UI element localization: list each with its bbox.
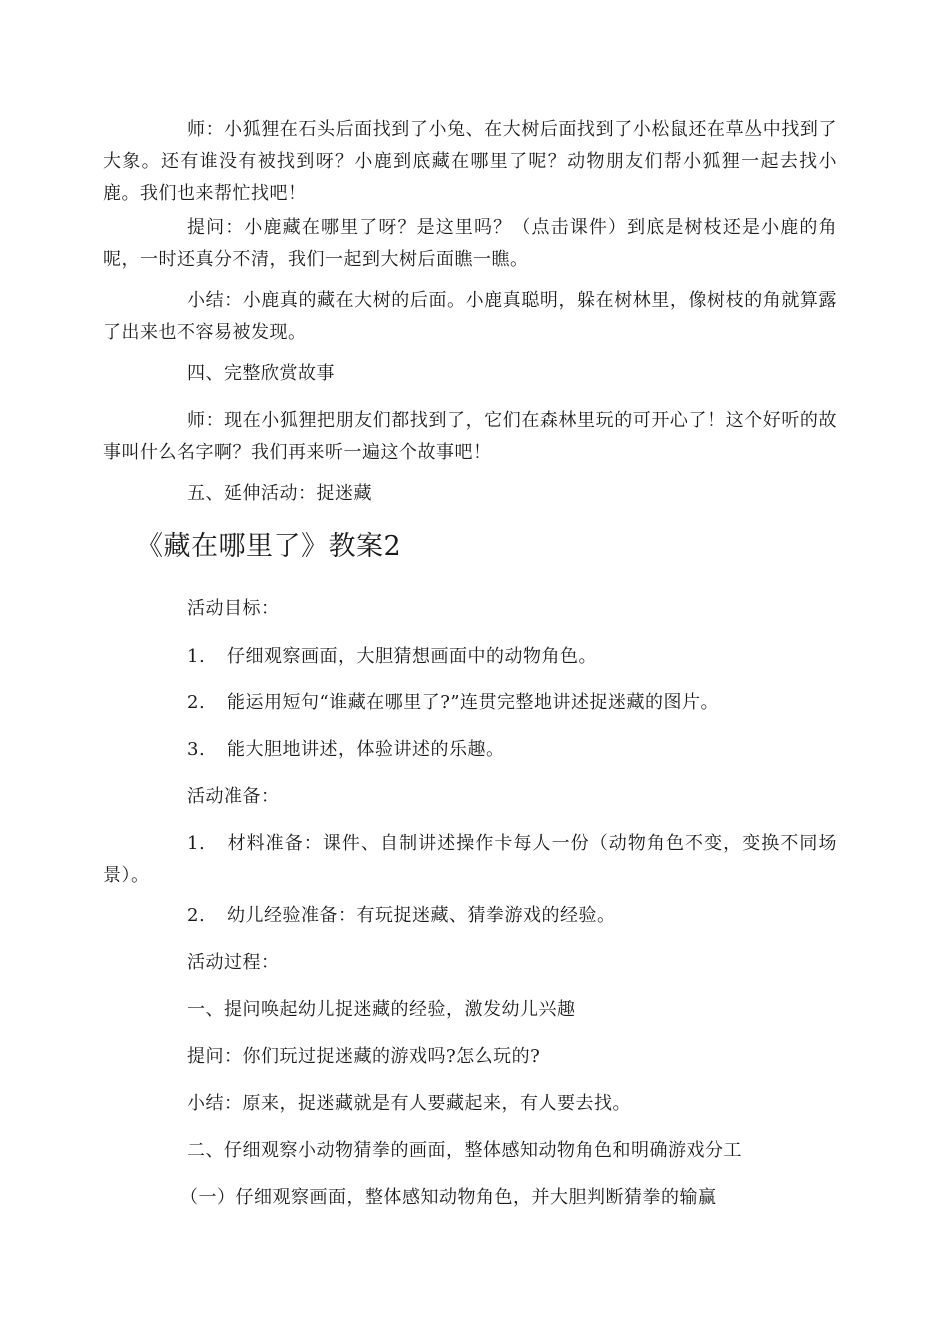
goal-item [187,641,837,673]
prep-item-text: 材料准备：课件、自制讲述操作卡每人一份（动物角色不变，变换不同场景）。 [103,833,837,886]
paragraph-teacher-intro: 师：小狐狸在石头后面找到了小兔、在大树后面找到了小松鼠还在草丛中找到了大象。还有谁没有被找到呀？小鹿到底藏在哪里了呢？动物朋友们帮小狐狸一起去找小鹿。我们也来帮忙找吧！ [103,119,837,204]
goal-item-number: 3. [187,739,206,760]
process-step-one: 一、提问唤起幼儿捉迷藏的经验，激发幼儿兴趣 [187,999,576,1020]
process-substep: （一）仔细观察画面，整体感知动物角色，并大胆判断猜拳的输赢 [180,1187,717,1208]
goal-item-number: 2. [187,692,206,713]
goal-item-text: 仔细观察画面，大胆猜想画面中的动物角色。 [227,646,597,667]
process-question: 提问：你们玩过捉迷藏的游戏吗?怎么玩的? [187,1046,541,1067]
process-summary: 小结：原来，捉迷藏就是有人要藏起来，有人要去找。 [187,1093,631,1114]
prep-item-text: 幼儿经验准备：有玩捉迷藏、猜拳游戏的经验。 [227,905,616,926]
goal-item-number: 1. [187,646,206,667]
process-step-two: 二、仔细观察小动物猜拳的画面，整体感知动物角色和明确游戏分工 [187,1140,742,1161]
prep-item-number: 2. [187,905,206,926]
goals-heading: 活动目标： [187,598,280,619]
paragraph-question-deer: 提问：小鹿藏在哪里了呀？是这里吗？（点击课件）到底是树枝还是小鹿的角呢，一时还真分不清，我们一起到大树后面瞧一瞧。 [103,217,837,270]
section-heading-four: 四、完整欣赏故事 [187,363,335,384]
prep-item-number: 1. [187,833,206,854]
section-heading-five: 五、延伸活动：捉迷藏 [187,483,372,504]
prep-heading: 活动准备： [187,786,280,807]
goal-item-text: 能运用短句“谁藏在哪里了?”连贯完整地讲述捉迷藏的图片。 [227,692,720,713]
prep-item [187,900,837,932]
goal-item [187,687,837,719]
paragraph-teacher-story: 师：现在小狐狸把朋友们都找到了，它们在森林里玩的可开心了！这个好听的故事叫什么名字啊？我们再来听一遍这个故事吧！ [103,410,837,463]
goal-item [187,734,837,766]
paragraph-summary-deer: 小结：小鹿真的藏在大树的后面。小鹿真聪明，躲在树林里，像树枝的角就算露了出来也不容易被发现。 [103,290,837,343]
page-title: 《藏在哪里了》教案2 [136,531,402,562]
goal-item-text: 能大胆地讲述，体验讲述的乐趣。 [227,739,505,760]
prep-item [103,828,837,892]
process-heading: 活动过程： [187,952,280,973]
